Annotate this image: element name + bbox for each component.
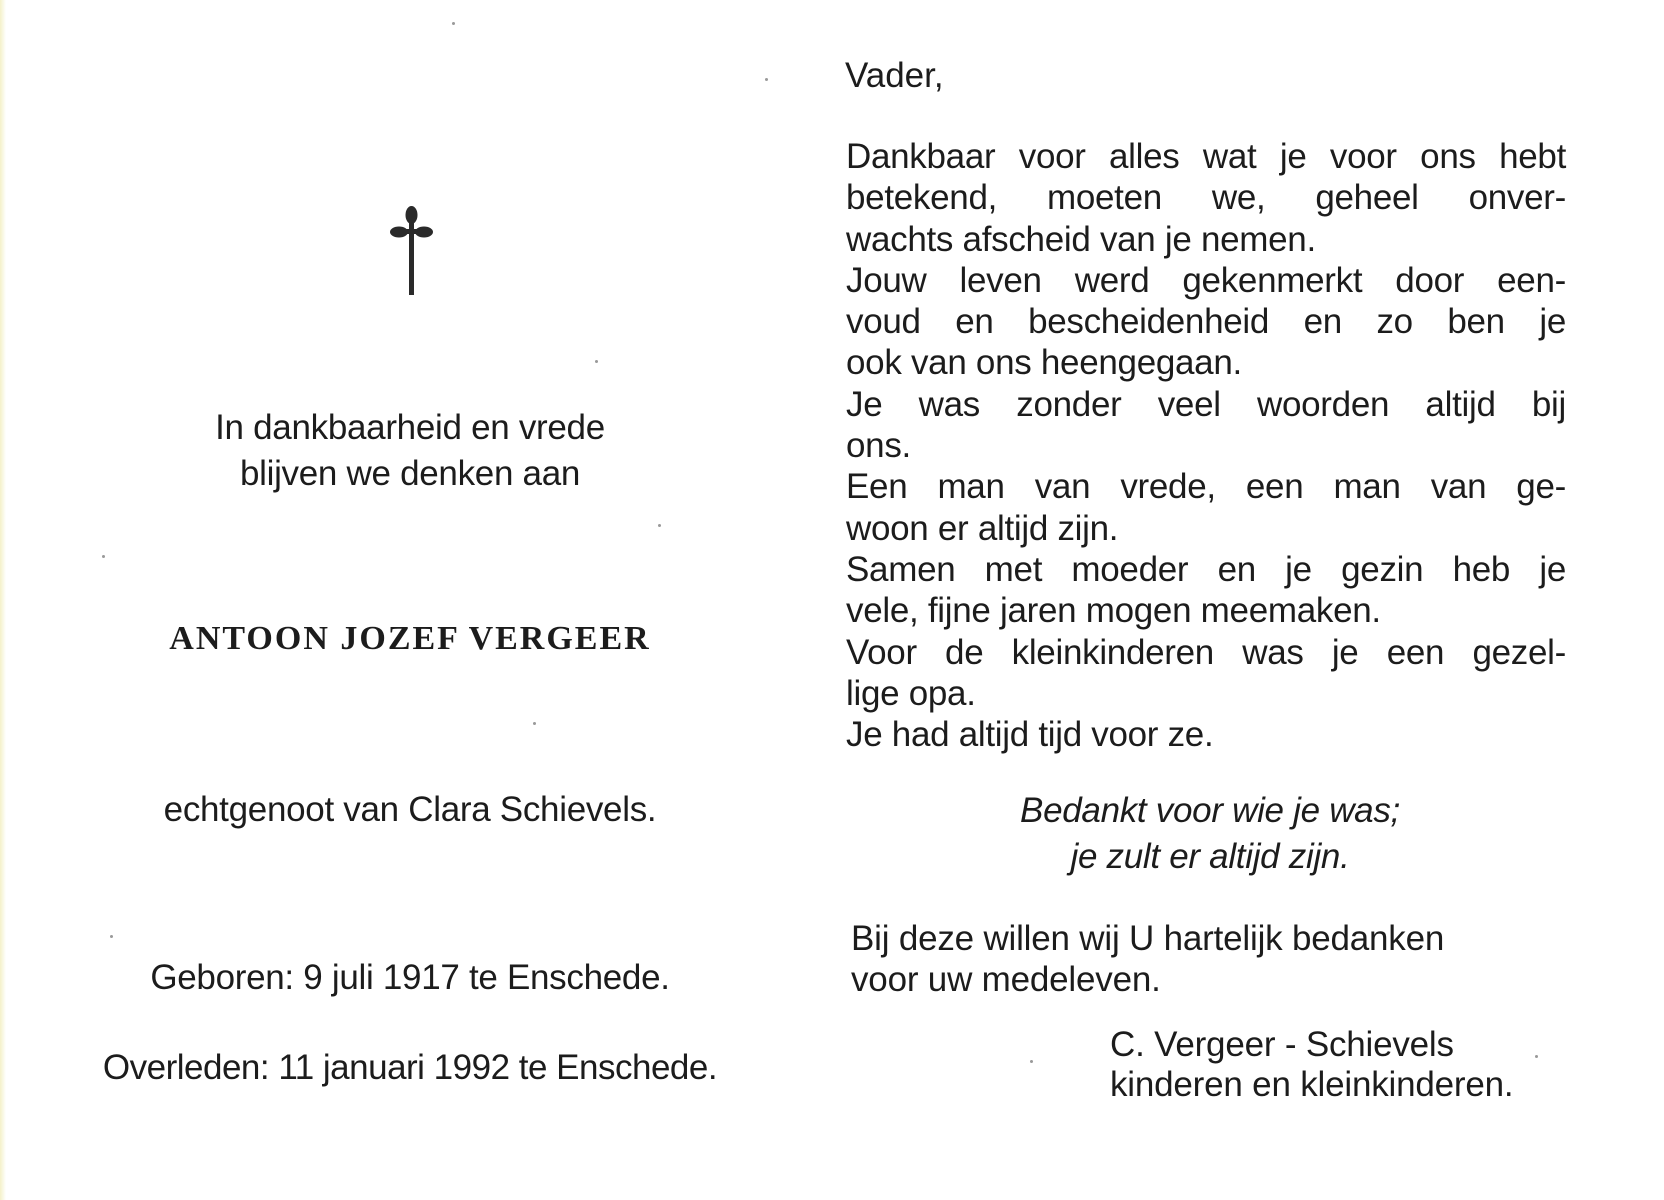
poem-line: Voor de kleinkinderen was je een gezel- [846, 632, 1566, 672]
poem-line: wachts afscheid van je nemen. [846, 219, 1316, 259]
scan-speck [658, 524, 661, 527]
signature-line: kinderen en kleinkinderen. [1110, 1065, 1514, 1104]
salutation: Vader, [845, 56, 944, 95]
scan-speck [595, 360, 598, 363]
closing-verse [905, 788, 1515, 880]
poem-line: Dankbaar voor alles wat je voor ons hebt [846, 137, 1566, 176]
poem-line: lige opa. [846, 673, 976, 713]
poem-line: ook van ons heengegaan. [846, 343, 1242, 383]
closing-line: Bedankt voor wie je was; [1020, 791, 1400, 830]
poem-line: Je had altijd tijd voor ze. [846, 715, 1214, 755]
deceased-name: ANTOON JOZEF VERGEER [169, 620, 651, 657]
scan-speck [533, 722, 536, 725]
signature-line: C. Vergeer - Schievels [1110, 1025, 1454, 1064]
page-edge [0, 0, 6, 1200]
spouse-line: echtgenoot van Clara Schievels. [163, 790, 657, 829]
poem-line: Je was zonder veel woorden altijd bij [846, 384, 1566, 424]
thanks-line: Bij deze willen wij U hartelijk bedanken [851, 919, 1445, 958]
scan-speck [1535, 1055, 1538, 1058]
scan-speck [765, 78, 768, 81]
intro-line: blijven we denken aan [239, 454, 581, 493]
poem-line: woon er altijd zijn. [846, 508, 1119, 548]
poem-text [846, 136, 1566, 755]
poem-line: vele, fijne jaren mogen meemaken. [846, 591, 1381, 631]
intro-line: In dankbaarheid en vrede [215, 408, 605, 447]
poem-line: Jouw leven werd gekenmerkt door een- [846, 260, 1566, 300]
scan-speck [110, 935, 113, 938]
death-line: Overleden: 11 januari 1992 te Enschede. [102, 1048, 718, 1087]
poem-line: Een man van vrede, een man van ge- [846, 467, 1566, 507]
closing-line: je zult er altijd zijn. [1070, 837, 1350, 876]
cross-icon [387, 205, 437, 295]
poem-line: betekend, moeten we, geheel onver- [846, 178, 1566, 218]
thanks-text [851, 918, 1444, 1000]
scan-speck [102, 555, 105, 558]
intro-text [80, 405, 740, 497]
thanks-line: voor uw medeleven. [851, 960, 1161, 999]
poem-line: ons. [846, 426, 911, 466]
poem-line: voud en bescheidenheid en zo ben je [846, 302, 1566, 342]
signature-block [1110, 1025, 1513, 1105]
scan-speck [1030, 1060, 1033, 1063]
poem-line: Samen met moeder en je gezin heb je [846, 549, 1566, 589]
birth-line: Geboren: 9 juli 1917 te Enschede. [150, 958, 670, 997]
scan-speck [452, 22, 455, 25]
